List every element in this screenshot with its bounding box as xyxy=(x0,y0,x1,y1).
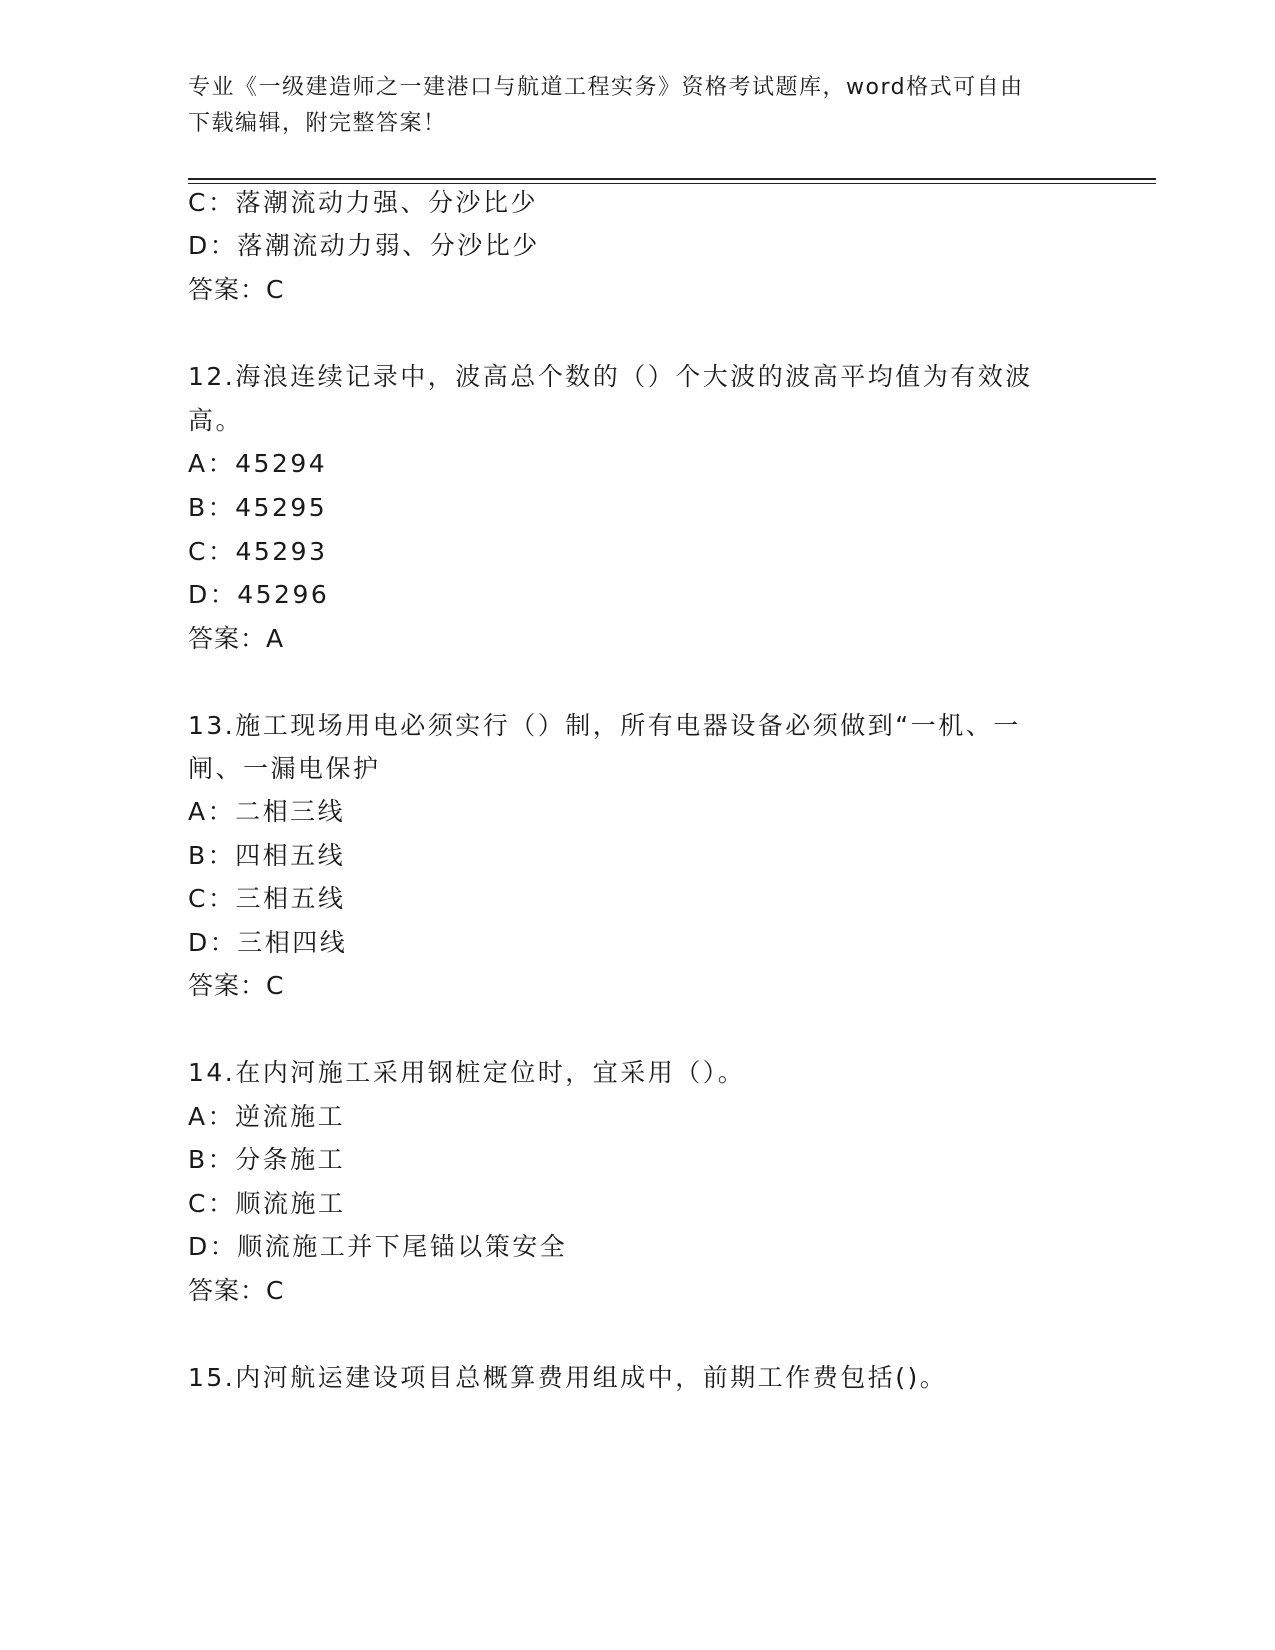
header-divider-thin xyxy=(188,183,1156,184)
q12-option-b: B：45295 xyxy=(188,493,328,522)
q13-stem-line-1: 13.施工现场用电必须实行（）制，所有电器设备必须做到“一机、一 xyxy=(188,711,1021,740)
q13-option-d: D：三相四线 xyxy=(188,928,348,957)
q14-option-a: A：逆流施工 xyxy=(188,1102,346,1131)
q14-stem: 14.在内河施工采用钢桩定位时，宜采用（）。 xyxy=(188,1058,746,1087)
q11-option-d: D：落潮流动力弱、分沙比少 xyxy=(188,231,540,260)
document-header xyxy=(188,70,1088,142)
q12-option-c: C：45293 xyxy=(188,537,328,566)
header-divider-thick xyxy=(188,178,1156,180)
q11-answer: 答案：C xyxy=(188,275,285,304)
q13-answer: 答案：C xyxy=(188,971,285,1000)
q12-option-d: D：45296 xyxy=(188,580,330,609)
q14-option-c: C：顺流施工 xyxy=(188,1189,346,1218)
q13-stem-line-2: 闸、一漏电保护 xyxy=(188,754,381,783)
header-line-1: 专业《一级建造师之一建港口与航道工程实务》资格考试题库，word格式可自由 xyxy=(188,75,1024,100)
q13-option-b: B：四相五线 xyxy=(188,841,346,870)
q13-option-a: A：二相三线 xyxy=(188,797,346,826)
q12-stem-line-2: 高。 xyxy=(188,406,244,435)
q15-stem: 15.内河航运建设项目总概算费用组成中，前期工作费包括()。 xyxy=(188,1363,948,1392)
q14-option-d: D：顺流施工并下尾锚以策安全 xyxy=(188,1232,568,1261)
q11-option-c: C：落潮流动力强、分沙比少 xyxy=(188,188,538,217)
q14-option-b: B：分条施工 xyxy=(188,1145,346,1174)
q14-answer: 答案：C xyxy=(188,1276,285,1305)
q12-answer: 答案：A xyxy=(188,624,285,653)
q12-stem-line-1: 12.海浪连续记录中，波高总个数的（）个大波的波高平均值为有效波 xyxy=(188,362,1033,391)
q12-option-a: A：45294 xyxy=(188,449,328,478)
header-line-2: 下载编辑，附完整答案！ xyxy=(188,111,447,136)
q13-option-c: C：三相五线 xyxy=(188,884,346,913)
